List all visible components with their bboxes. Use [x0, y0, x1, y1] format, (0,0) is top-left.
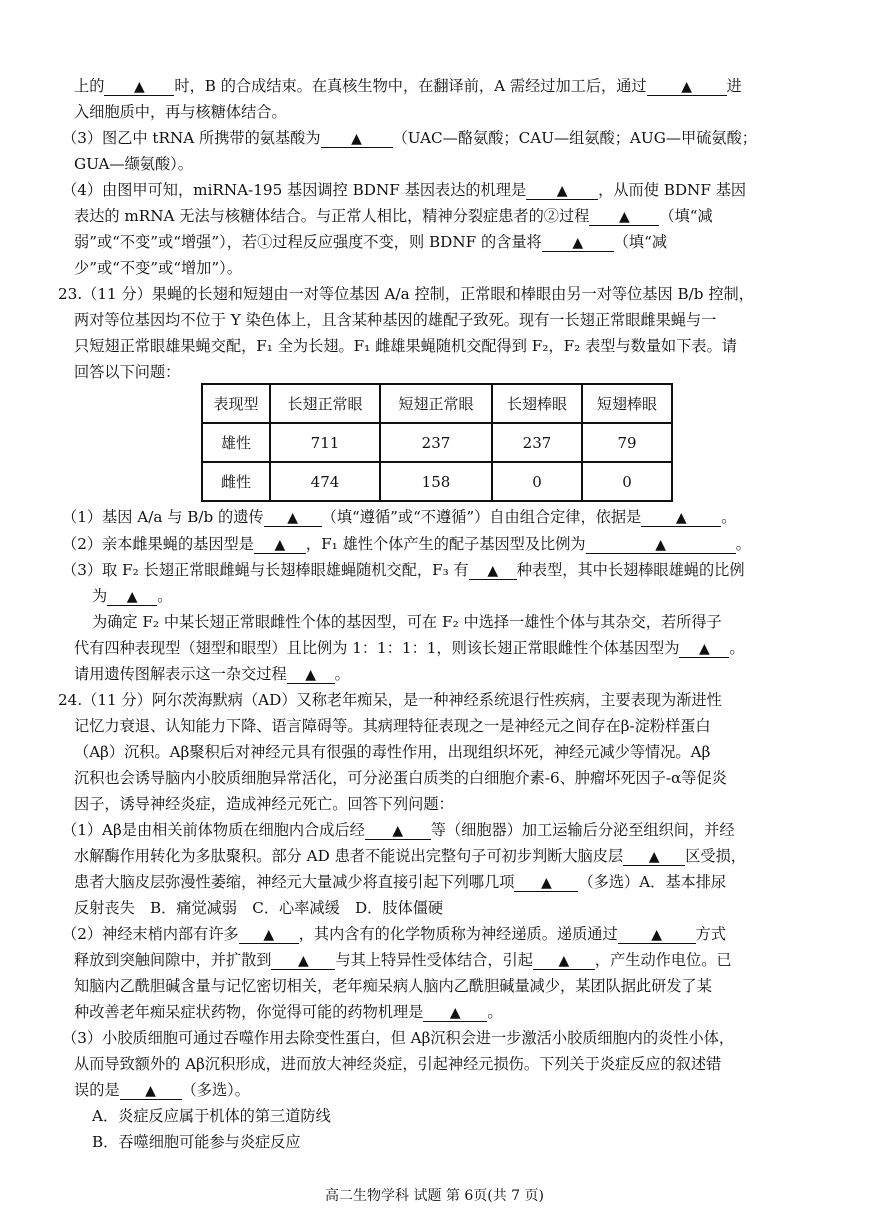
text-line [74, 1054, 721, 1076]
line-text: ，从而使 BDNF 基因 [598, 181, 747, 199]
table-row [202, 462, 672, 501]
line-text: （填“减 [659, 207, 713, 225]
line-text: 为确定 F₂ 中某长翅正常眼雌性个体的基因型，可在 F₂ 中选择一雄性个体与其杂交，若所得子 [92, 613, 722, 631]
blank-marker-icon: ▲ [392, 823, 404, 839]
line-text: 。 [721, 508, 737, 526]
line-text: （多选）。 [181, 1081, 250, 1099]
answer-blank[interactable] [423, 1003, 487, 1022]
line-text: 水解酶作用转化为多肽聚积。部分 AD 患者不能说出完整句子可初步判断大脑皮层 [74, 847, 624, 865]
text-line [74, 898, 443, 920]
line-text: B．吞噬细胞可能参与炎症反应 [92, 1133, 301, 1151]
text-line [62, 128, 757, 150]
text-line [74, 742, 710, 764]
line-text: 沉积也会诱导脑内小胶质细胞异常活化，可分泌蛋白质类的白细胞介素-6、肿瘤坏死因子-α等促炎 [74, 769, 727, 787]
text-line [92, 1132, 301, 1154]
line-text: 因子，诱导神经炎症，造成神经元死亡。回答下列问题： [74, 795, 454, 813]
line-text: 。 [729, 639, 745, 657]
line-text: （填“减 [613, 233, 668, 251]
answer-blank[interactable] [271, 951, 335, 970]
line-text: 入细胞质中，再与核糖体结合。 [74, 103, 287, 121]
line-text: 种表型，其中长翅棒眼雄蝇的比例 [516, 561, 745, 579]
blank-marker-icon: ▲ [618, 209, 630, 225]
table-cell: 79 [582, 423, 672, 462]
text-line [58, 284, 754, 306]
line-text: 。 [334, 665, 350, 683]
page-footer: 高二生物学科 试题 第 6页(共 7 页) [325, 1188, 544, 1204]
blank-marker-icon: ▲ [651, 927, 663, 943]
table-header-cell: 长翅正常眼 [270, 384, 380, 423]
text-line [74, 846, 746, 868]
line-text: （3）小胶质细胞可通过吞噬作用去除变性蛋白，但 Aβ沉积会进一步激活小胶质细胞内的炎性小体， [62, 1029, 735, 1047]
line-text: 与其上特异性受体结合，引起 [335, 951, 533, 969]
line-text: （4）由图甲可知，miRNA-195 基因调控 BDNF 基因表达的机理是 [62, 181, 527, 199]
line-text: （UAC—酪氨酸；CAU—组氨酸；AUG—甲硫氨酸； [392, 129, 757, 147]
answer-blank[interactable] [586, 535, 736, 554]
line-text: 种改善老年痴呆症状药物，你觉得可能的药物机理是 [74, 1003, 424, 1021]
blank-marker-icon: ▲ [287, 510, 299, 526]
text-line [74, 976, 712, 998]
answer-blank[interactable] [542, 233, 614, 252]
line-text: 释放到突触间隙中，并扩散到 [74, 951, 272, 969]
answer-blank[interactable] [365, 821, 431, 840]
line-text: （3）取 F₂ 长翅正常眼雌蝇与长翅棒眼雄蝇随机交配，F₃ 有 [62, 561, 469, 579]
text-line [58, 690, 722, 712]
text-line [74, 768, 727, 790]
line-text: （2）亲本雌果蝇的基因型是 [62, 535, 254, 553]
answer-blank[interactable] [679, 639, 729, 658]
text-line [62, 820, 735, 842]
line-text: 只短翅正常眼雄果蝇交配，F₁ 全为长翅。F₁ 雌雄果蝇随机交配得到 F₂，F₂ 表型与数量如下表。请 [74, 337, 737, 355]
line-text: （1）基因 A/a 与 B/b 的遗传 [62, 508, 264, 526]
blank-marker-icon: ▲ [126, 589, 138, 605]
line-text: 反射丧失 B．痛觉减弱 C．心率减缓 D．肢体僵硬 [74, 899, 444, 917]
text-line [74, 1080, 250, 1102]
line-text: ，F₁ 雄性个体产生的配子基因型及比例为 [305, 535, 586, 553]
text-line [74, 362, 180, 384]
text-line [74, 664, 350, 686]
blank-marker-icon: ▲ [541, 875, 552, 891]
text-line [74, 154, 193, 176]
line-text: 少”或“不变”或“增加”）。 [74, 259, 242, 277]
text-line [62, 534, 751, 556]
line-text: （Aβ）沉积。Aβ聚积后对神经元具有很强的毒性作用，出现组织坏死，神经元减少等情况。Aβ [74, 743, 711, 761]
text-line [74, 950, 732, 972]
text-line [74, 336, 737, 358]
text-line [74, 102, 287, 124]
line-text: （多选）A．基本排尿 [578, 873, 727, 891]
line-text: ，产生动作电位。已 [594, 951, 732, 969]
line-text: 。 [735, 535, 751, 553]
table-cell: 雌性 [202, 462, 270, 501]
blank-marker-icon: ▲ [145, 1083, 156, 1099]
phenotype-table [201, 383, 673, 502]
answer-blank[interactable] [641, 508, 721, 527]
text-line [62, 924, 726, 946]
line-text: 请用遗传图解表示这一杂交过程 [74, 665, 287, 683]
line-text: 弱”或“不变”或“增强”），若①过程反应强度不变，则 BDNF 的含量将 [74, 233, 542, 251]
line-text: 。 [157, 587, 173, 605]
table-header-row [202, 384, 672, 423]
line-text: 方式 [695, 925, 727, 943]
line-text: （1）Aβ是由相关前体物质在细胞内合成后经 [62, 821, 365, 839]
blank-marker-icon: ▲ [305, 667, 317, 683]
table-cell: 158 [380, 462, 492, 501]
text-line [74, 76, 742, 98]
blank-marker-icon: ▲ [699, 641, 710, 657]
line-text: （填“遵循”或“不遵循”）自由组合定律，依据是 [321, 508, 642, 526]
table-header-cell: 短翅正常眼 [380, 384, 492, 423]
line-text: 回答以下问题： [74, 363, 181, 381]
line-text: 表达的 mRNA 无法与核糖体结合。与正常人相比，精神分裂症患者的②过程 [74, 207, 590, 225]
line-text: 上的 [74, 77, 105, 95]
answer-blank[interactable] [589, 207, 659, 226]
table-row [202, 423, 672, 462]
blank-marker-icon: ▲ [655, 537, 666, 553]
answer-blank[interactable] [618, 925, 696, 944]
table-header-cell: 表现型 [202, 384, 270, 423]
answer-blank[interactable] [533, 951, 595, 970]
text-line [62, 560, 745, 582]
text-line [74, 258, 242, 280]
table-header-cell: 长翅棒眼 [492, 384, 582, 423]
answer-blank[interactable] [107, 587, 157, 606]
line-text: 24.（11 分）阿尔茨海默病（AD）又称老年痴呆，是一种神经系统退行性疾病，主要表现为渐进性 [58, 691, 722, 709]
line-text: 记忆力衰退、认知能力下降、语言障碍等。其病理特征表现之一是神经元之间存在β-淀粉样蛋白 [74, 717, 711, 735]
answer-blank[interactable] [239, 925, 299, 944]
line-text: 患者大脑皮层弥漫性萎缩，神经元大量减少将直接引起下列哪几项 [74, 873, 515, 891]
line-text: 区受损， [685, 847, 746, 865]
blank-marker-icon: ▲ [274, 537, 286, 553]
blank-marker-icon: ▲ [648, 849, 660, 865]
text-line [74, 1002, 503, 1024]
line-text: ，其内含有的化学物质称为神经递质。递质通过 [298, 925, 618, 943]
table-cell: 0 [492, 462, 582, 501]
line-text: （2）神经末梢内部有许多 [62, 925, 239, 943]
answer-blank[interactable] [469, 561, 517, 580]
line-text: 两对等位基因均不位于 Y 染色体上，且含某种基因的雄配子致死。现有一长翅正常眼雌果蝇与一 [74, 311, 717, 329]
text-line [74, 638, 745, 660]
line-text: GUA—缬氨酸）。 [74, 155, 193, 173]
text-line [62, 507, 736, 529]
answer-blank[interactable] [526, 181, 598, 200]
blank-marker-icon: ▲ [487, 563, 499, 579]
answer-blank[interactable] [321, 129, 393, 148]
blank-marker-icon: ▲ [556, 183, 568, 199]
blank-marker-icon: ▲ [351, 131, 362, 147]
line-text: 。 [487, 1003, 503, 1021]
line-text: 误的是 [74, 1081, 120, 1099]
line-text: 进 [726, 77, 742, 95]
answer-blank[interactable] [514, 873, 578, 892]
text-line [62, 1028, 734, 1050]
text-line [74, 310, 716, 332]
table-cell: 237 [380, 423, 492, 462]
table-cell: 711 [270, 423, 380, 462]
text-line [74, 794, 454, 816]
line-text: 知脑内乙酰胆碱含量与记忆密切相关，老年痴呆病人脑内乙酰胆碱量减少，某团队据此研发了某 [74, 977, 712, 995]
line-text: 从而导致额外的 Aβ沉积形成，进而放大神经炎症，引起神经元损伤。下列关于炎症反应的叙述错 [74, 1055, 722, 1073]
text-line [74, 716, 711, 738]
answer-blank[interactable] [647, 77, 727, 96]
text-line [92, 586, 172, 608]
line-text: A．炎症反应属于机体的第三道防线 [92, 1107, 331, 1125]
line-text: （3）图乙中 tRNA 所携带的氨基酸为 [62, 129, 321, 147]
blank-marker-icon: ▲ [298, 953, 309, 969]
line-text: 23.（11 分）果蝇的长翅和短翅由一对等位基因 A/a 控制，正常眼和棒眼由另一对等位基因 B/b 控制， [58, 285, 754, 303]
text-line [92, 612, 722, 634]
line-text: 时，B 的合成结束。在真核生物中，在翻译前，A 需经过加工后，通过 [174, 77, 647, 95]
table-cell: 474 [270, 462, 380, 501]
blank-marker-icon: ▲ [681, 79, 692, 95]
answer-blank[interactable] [104, 77, 174, 96]
answer-blank[interactable] [254, 535, 306, 554]
text-line [92, 1106, 331, 1128]
blank-marker-icon: ▲ [133, 79, 145, 95]
text-line [74, 232, 667, 254]
table-cell: 237 [492, 423, 582, 462]
line-text: 代有四种表现型（翅型和眼型）且比例为 1：1：1：1，则该长翅正常眼雌性个体基因型为 [74, 639, 680, 657]
text-line [74, 872, 726, 894]
text-line [74, 206, 713, 228]
table-header-cell: 短翅棒眼 [582, 384, 672, 423]
answer-blank[interactable] [623, 847, 685, 866]
table-cell: 0 [582, 462, 672, 501]
text-line [62, 180, 746, 202]
answer-blank[interactable] [264, 508, 322, 527]
blank-marker-icon: ▲ [558, 953, 570, 969]
line-text: 为 [92, 587, 108, 605]
table-cell: 雄性 [202, 423, 270, 462]
answer-blank[interactable] [120, 1081, 182, 1100]
blank-marker-icon: ▲ [449, 1005, 461, 1021]
blank-marker-icon: ▲ [675, 510, 687, 526]
answer-blank[interactable] [287, 665, 335, 684]
blank-marker-icon: ▲ [263, 927, 275, 943]
blank-marker-icon: ▲ [572, 235, 584, 251]
line-text: 等（细胞器）加工运输后分泌至组织间，并经 [430, 821, 735, 839]
